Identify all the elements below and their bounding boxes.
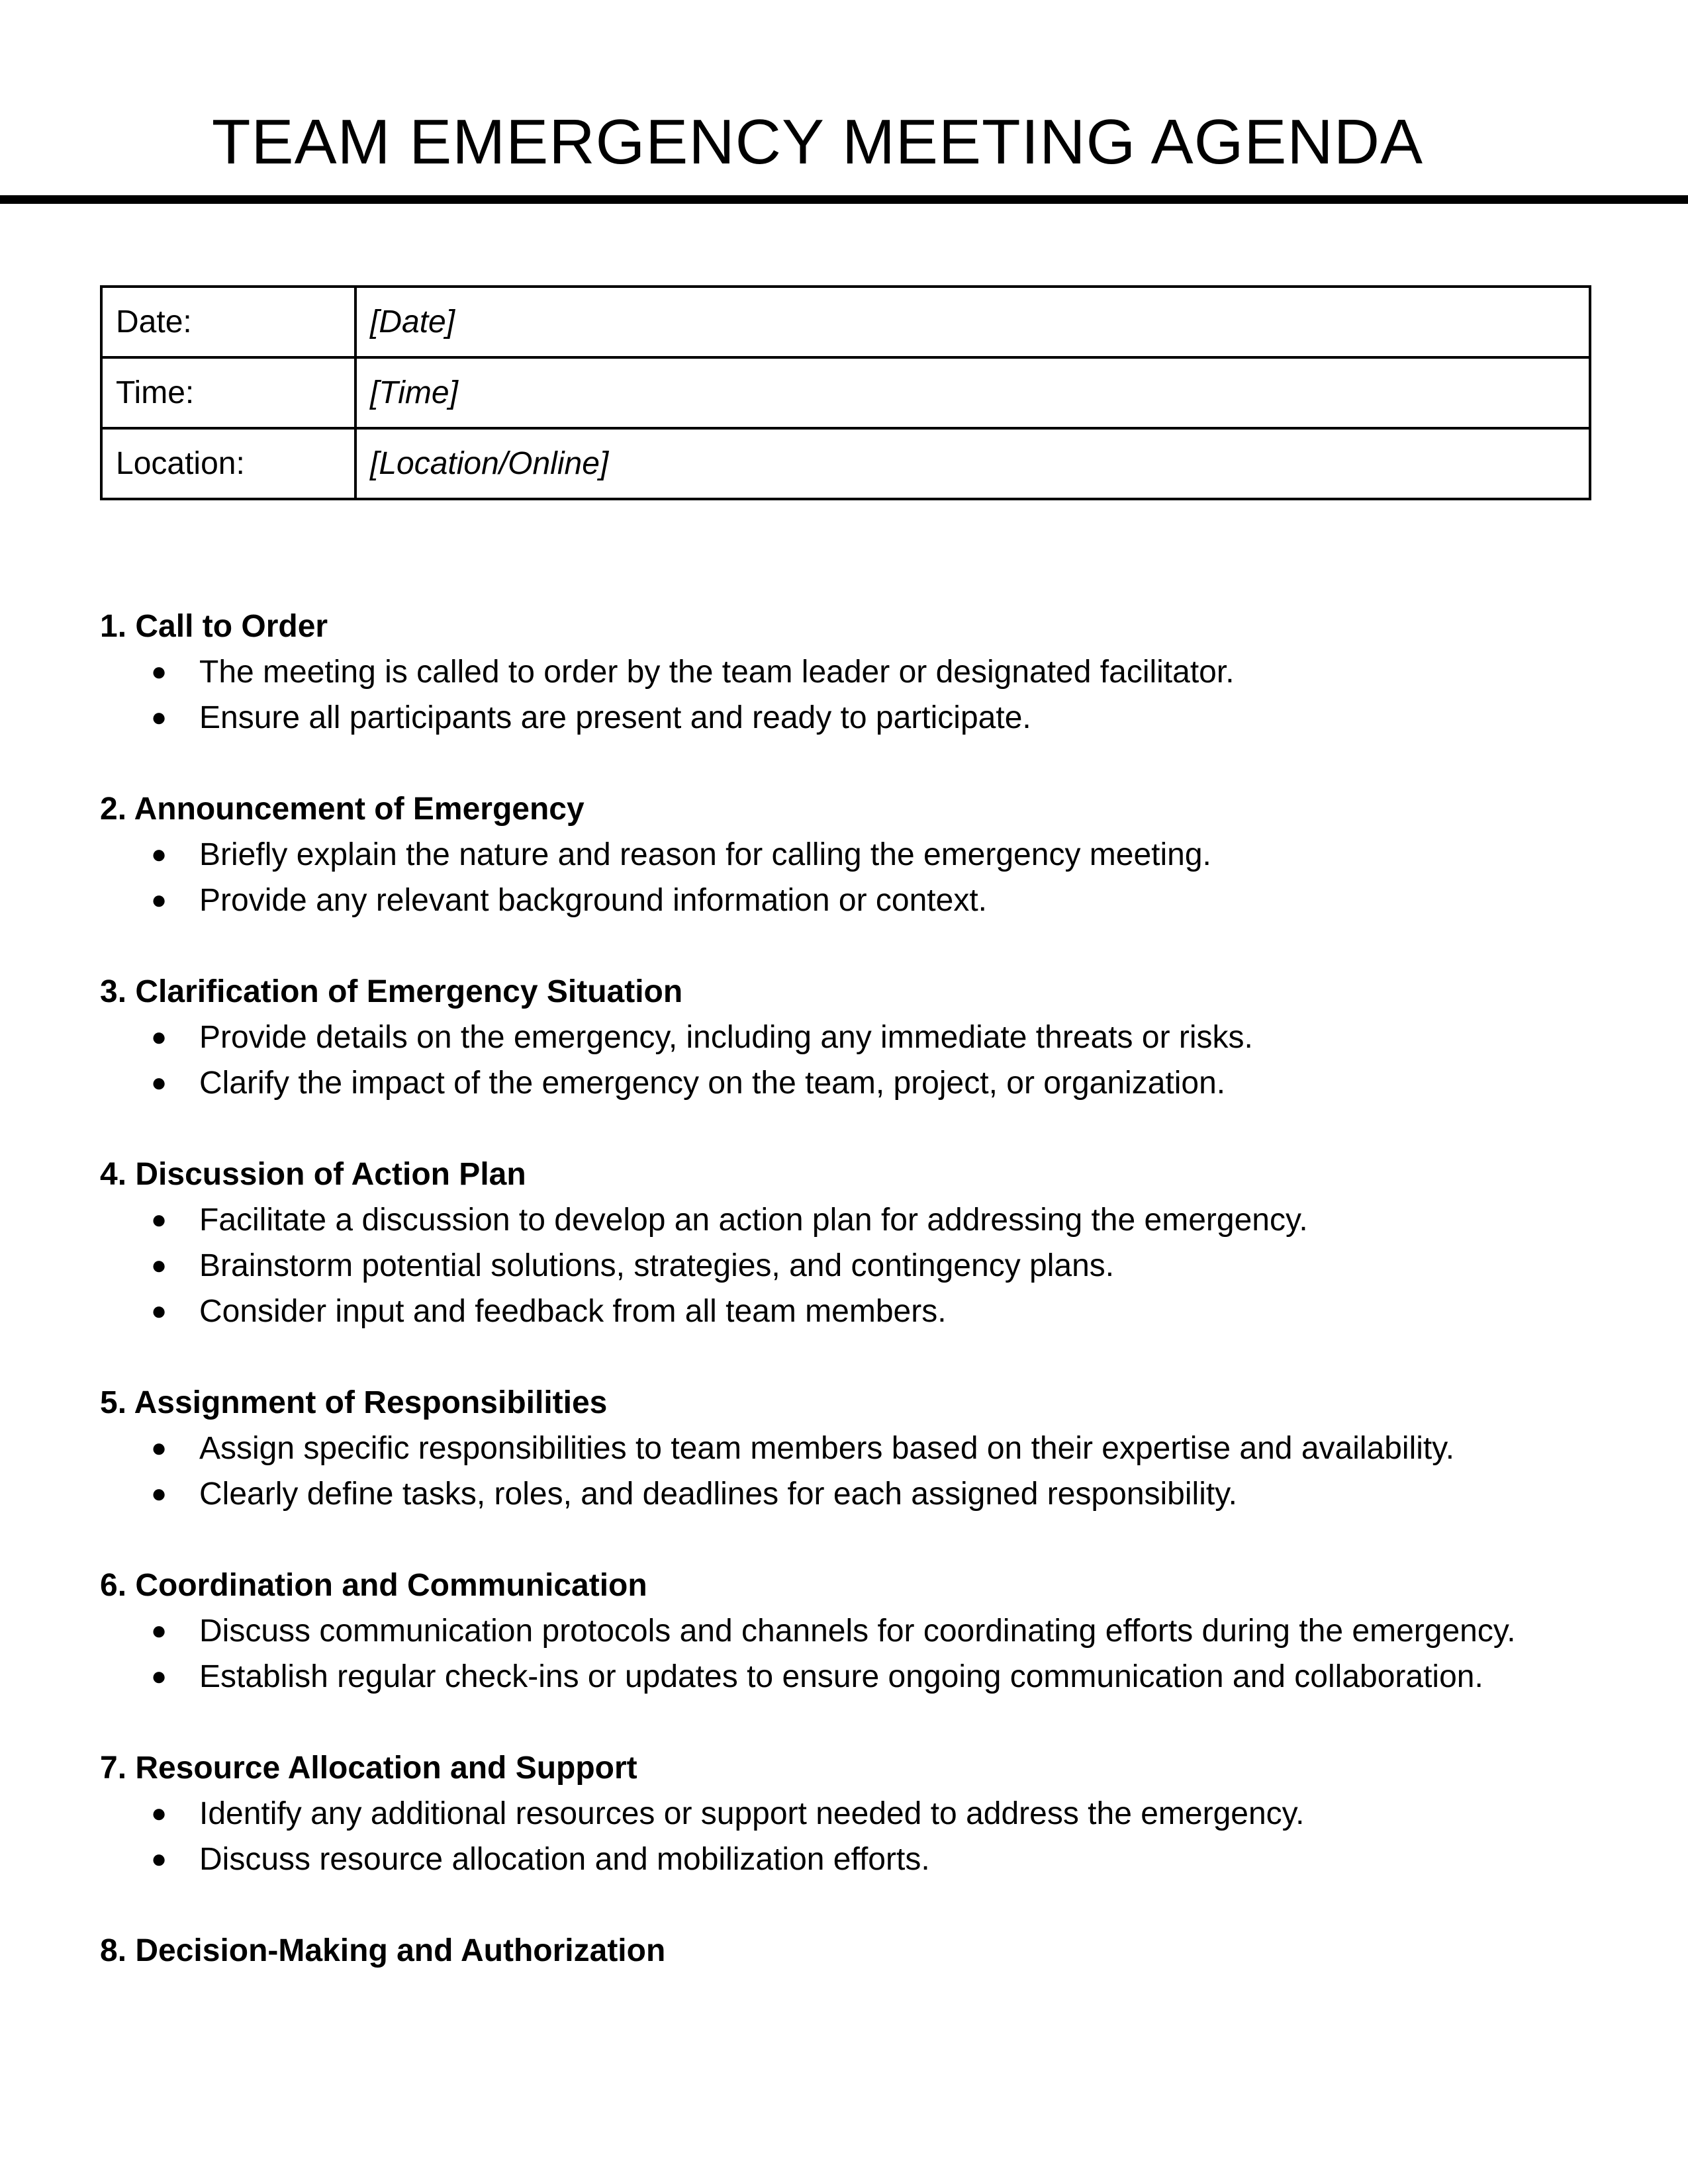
time-row	[101, 357, 1590, 428]
bullet-icon: ●	[151, 886, 167, 915]
bullet-list	[100, 1015, 1609, 1106]
bullet-icon: ●	[151, 703, 167, 732]
list-item	[100, 1243, 1609, 1289]
agenda-section	[100, 1745, 1609, 1882]
agenda-section	[100, 1152, 1609, 1334]
section-heading: 4. Discussion of Action Plan	[100, 1157, 526, 1192]
location-row	[101, 428, 1590, 499]
agenda-section	[100, 1563, 1609, 1700]
bullet-icon: ●	[151, 657, 167, 686]
list-item-text: Clarify the impact of the emergency on the team, project, or organization.	[199, 1066, 1226, 1101]
section-heading: 6. Coordination and Communication	[100, 1568, 647, 1603]
list-item	[100, 1289, 1609, 1334]
agenda-section	[100, 786, 1609, 923]
list-item	[100, 695, 1609, 741]
date-label: Date:	[101, 287, 355, 357]
agenda-sections	[100, 604, 1609, 2019]
agenda-section	[100, 604, 1609, 741]
list-item	[100, 1654, 1609, 1700]
bullet-icon: ●	[151, 1844, 167, 1874]
list-item-text: Facilitate a discussion to develop an action plan for addressing the emergency.	[199, 1203, 1308, 1238]
bullet-icon: ●	[151, 1297, 167, 1326]
section-heading: 7. Resource Allocation and Support	[100, 1751, 637, 1786]
list-item-text: The meeting is called to order by the team leader or designated facilitator.	[199, 655, 1235, 690]
list-item	[100, 1471, 1609, 1517]
list-item-text: Discuss communication protocols and channels for coordinating efforts during the emergency.	[199, 1614, 1516, 1649]
list-item-text: Provide details on the emergency, including any immediate threats or risks.	[199, 1020, 1253, 1055]
list-item-text: Ensure all participants are present and ready to participate.	[199, 700, 1031, 735]
bullet-icon: ●	[151, 1251, 167, 1280]
section-heading: 5. Assignment of Responsibilities	[100, 1385, 608, 1420]
bullet-list	[100, 1426, 1609, 1517]
list-item	[100, 832, 1609, 878]
agenda-section	[100, 969, 1609, 1106]
meeting-details-table	[100, 285, 1591, 500]
location-label: Location:	[101, 428, 355, 499]
list-item-text: Assign specific responsibilities to team members based on their expertise and availability.	[199, 1431, 1455, 1466]
list-item-text: Brainstorm potential solutions, strategies, and contingency plans.	[199, 1248, 1115, 1283]
bullet-icon: ●	[151, 1616, 167, 1645]
list-item	[100, 1015, 1609, 1060]
date-value: [Date]	[355, 287, 1590, 357]
time-value: [Time]	[355, 357, 1590, 428]
list-item-text: Briefly explain the nature and reason for calling the emergency meeting.	[199, 837, 1211, 872]
time-label: Time:	[101, 357, 355, 428]
bullet-icon: ●	[151, 1068, 167, 1097]
list-item	[100, 878, 1609, 923]
list-item	[100, 1426, 1609, 1471]
bullet-icon: ●	[151, 840, 167, 869]
list-item-text: Provide any relevant background information or context.	[199, 883, 987, 918]
section-heading: 3. Clarification of Emergency Situation	[100, 974, 683, 1009]
bullet-icon: ●	[151, 1433, 167, 1463]
list-item-text: Clearly define tasks, roles, and deadlines for each assigned responsibility.	[199, 1477, 1237, 1512]
bullet-list	[100, 1197, 1609, 1334]
list-item	[100, 649, 1609, 695]
title-divider	[0, 195, 1688, 204]
bullet-list	[100, 832, 1609, 923]
location-value: [Location/Online]	[355, 428, 1590, 499]
date-row	[101, 287, 1590, 357]
list-item-text: Establish regular check-ins or updates to ensure ongoing communication and collaboration.	[199, 1659, 1483, 1694]
bullet-list	[100, 1608, 1609, 1700]
bullet-list	[100, 1791, 1609, 1882]
bullet-list	[100, 649, 1609, 741]
list-item-text: Discuss resource allocation and mobilization efforts.	[199, 1842, 930, 1877]
agenda-section	[100, 1380, 1609, 1517]
section-heading: 1. Call to Order	[100, 609, 328, 644]
bullet-icon: ●	[151, 1023, 167, 1052]
page-title: TEAM EMERGENCY MEETING AGENDA	[211, 107, 1424, 177]
bullet-icon: ●	[151, 1205, 167, 1234]
list-item	[100, 1837, 1609, 1882]
list-item	[100, 1608, 1609, 1654]
section-heading: 8. Decision-Making and Authorization	[100, 1933, 666, 1968]
bullet-icon: ●	[151, 1799, 167, 1828]
list-item	[100, 1197, 1609, 1243]
list-item-text: Identify any additional resources or support needed to address the emergency.	[199, 1796, 1305, 1831]
list-item	[100, 1060, 1609, 1106]
bullet-icon: ●	[151, 1662, 167, 1691]
bullet-icon: ●	[151, 1479, 167, 1508]
agenda-section	[100, 1928, 1609, 1974]
list-item	[100, 1791, 1609, 1837]
section-heading: 2. Announcement of Emergency	[100, 792, 585, 827]
list-item-text: Consider input and feedback from all team members.	[199, 1294, 947, 1329]
